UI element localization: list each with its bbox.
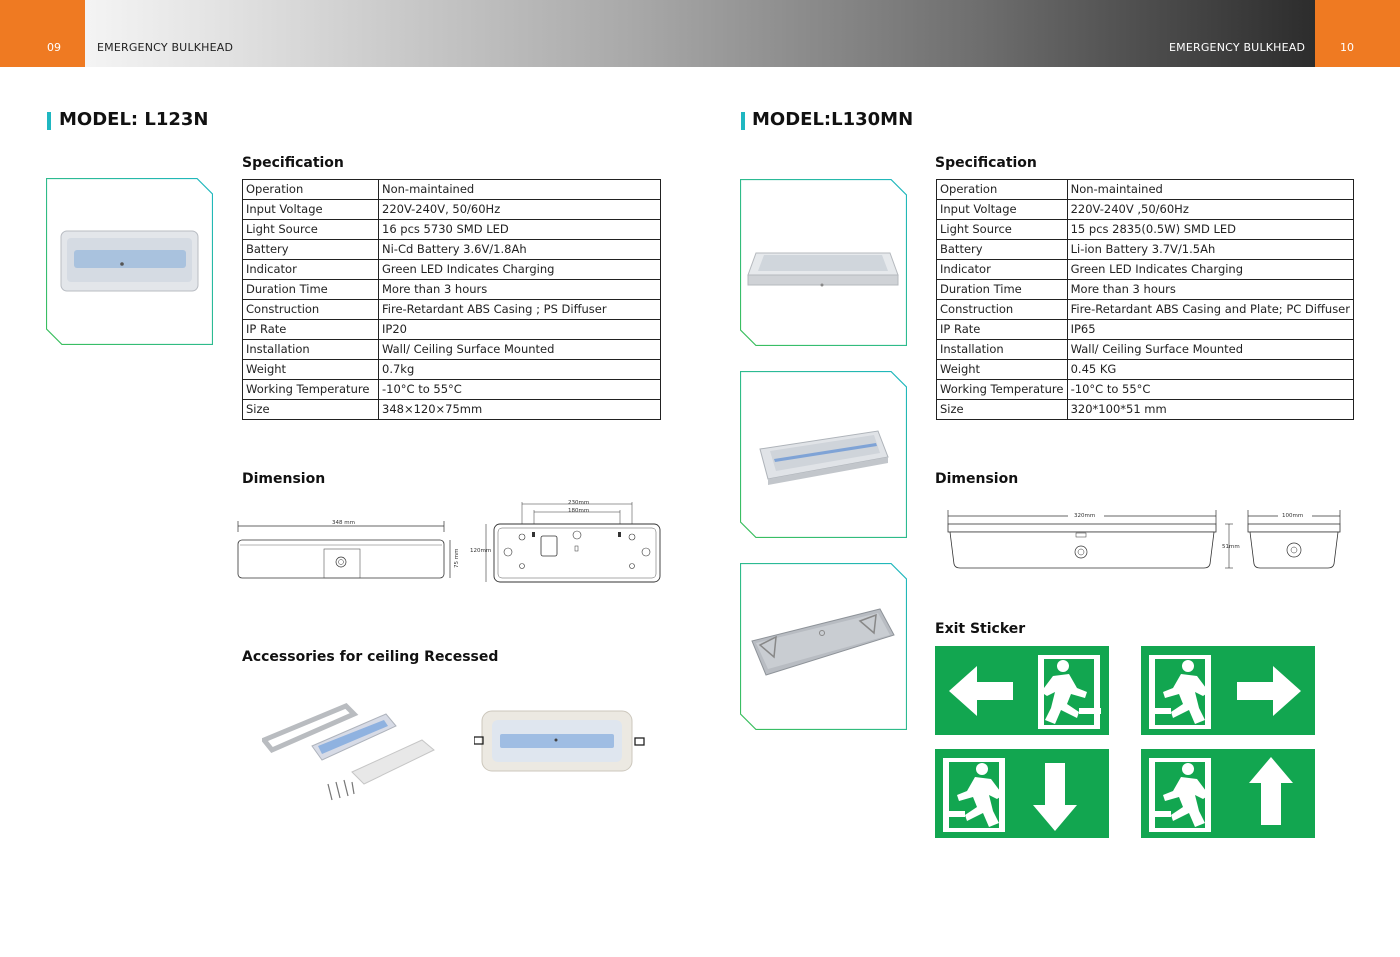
- exit-sticker-down: [935, 749, 1109, 838]
- exit-sticker-heading: Exit Sticker: [935, 621, 1026, 637]
- spec-row: [937, 320, 1354, 340]
- spec-label: Input Voltage: [243, 200, 379, 220]
- spec-label: Installation: [937, 340, 1068, 360]
- spec-value: Green LED Indicates Charging: [379, 260, 661, 280]
- spec-value: -10°C to 55°C: [1067, 380, 1353, 400]
- spec-row: [243, 240, 661, 260]
- spec-label: Size: [937, 400, 1068, 420]
- spec-label: Battery: [937, 240, 1068, 260]
- spec-label: Battery: [243, 240, 379, 260]
- left-product-photo: [46, 178, 213, 345]
- spec-row: [243, 220, 661, 240]
- spec-value: 320*100*51 mm: [1067, 400, 1353, 420]
- spec-value: 220V-240V ,50/60Hz: [1067, 200, 1353, 220]
- page-header-band: [0, 0, 1400, 67]
- spec-value: Wall/ Ceiling Surface Mounted: [1067, 340, 1353, 360]
- spec-row: [937, 380, 1354, 400]
- spec-value: Li-ion Battery 3.7V/1.5Ah: [1067, 240, 1353, 260]
- spec-row: [937, 280, 1354, 300]
- right-dimension-heading: Dimension: [935, 471, 1019, 487]
- spec-label: Light Source: [243, 220, 379, 240]
- spec-label: Weight: [937, 360, 1068, 380]
- spec-label: Size: [243, 400, 379, 420]
- spec-label: Duration Time: [243, 280, 379, 300]
- left-spec-heading: Specification: [242, 155, 344, 171]
- spec-row: [937, 260, 1354, 280]
- right-height-label: 51mm: [1222, 544, 1240, 550]
- spec-label: IP Rate: [937, 320, 1068, 340]
- left-model-title: MODEL: L123N: [59, 109, 209, 130]
- accessories-assembled-view: [474, 708, 646, 774]
- spec-row: [243, 380, 661, 400]
- spec-row: [937, 340, 1354, 360]
- spec-value: Wall/ Ceiling Surface Mounted: [379, 340, 661, 360]
- spec-value: IP20: [379, 320, 661, 340]
- right-side-view-drawing: [946, 506, 1246, 574]
- left-span2-label: 180mm: [568, 508, 590, 514]
- spec-value: More than 3 hours: [379, 280, 661, 300]
- right-width-label: 100mm: [1282, 513, 1304, 519]
- spec-label: IP Rate: [243, 320, 379, 340]
- spec-label: Indicator: [937, 260, 1068, 280]
- left-span1-label: 230mm: [568, 500, 590, 506]
- spec-row: [243, 200, 661, 220]
- right-page-number-tab: [1315, 0, 1400, 67]
- spec-label: Duration Time: [937, 280, 1068, 300]
- spec-value: 348×120×75mm: [379, 400, 661, 420]
- spec-label: Working Temperature: [937, 380, 1068, 400]
- spec-value: More than 3 hours: [1067, 280, 1353, 300]
- left-back-view-drawing: [468, 500, 663, 586]
- spec-label: Construction: [243, 300, 379, 320]
- right-product-photo-front: [740, 179, 907, 346]
- spec-label: Installation: [243, 340, 379, 360]
- right-header-title: EMERGENCY BULKHEAD: [1169, 41, 1306, 54]
- spec-row: [243, 400, 661, 420]
- left-depth-label: 120mm: [470, 548, 492, 554]
- spec-row: [243, 360, 661, 380]
- spec-value: Fire-Retardant ABS Casing and Plate; PC Diffuser: [1067, 300, 1353, 320]
- exit-sticker-right: [1141, 646, 1315, 735]
- spec-value: Non-maintained: [1067, 180, 1353, 200]
- right-end-view-drawing: [1244, 506, 1346, 574]
- spec-value: 16 pcs 5730 SMD LED: [379, 220, 661, 240]
- right-spec-table: [936, 179, 1354, 420]
- spec-value: 0.7kg: [379, 360, 661, 380]
- spec-label: Light Source: [937, 220, 1068, 240]
- spec-row: [937, 180, 1354, 200]
- right-model-title: MODEL:L130MN: [752, 109, 914, 130]
- spec-value: Fire-Retardant ABS Casing ; PS Diffuser: [379, 300, 661, 320]
- left-page-number-tab: [0, 0, 85, 67]
- exit-sticker-up: [1141, 749, 1315, 838]
- spec-label: Weight: [243, 360, 379, 380]
- spec-row: [243, 180, 661, 200]
- left-dimension-heading: Dimension: [242, 471, 326, 487]
- spec-value: Green LED Indicates Charging: [1067, 260, 1353, 280]
- exit-sticker-left: [935, 646, 1109, 735]
- spec-row: [937, 200, 1354, 220]
- left-height-label: 75 mm: [454, 548, 460, 568]
- left-side-view-drawing: [236, 516, 462, 584]
- spec-value: 15 pcs 2835(0.5W) SMD LED: [1067, 220, 1353, 240]
- spec-label: Working Temperature: [243, 380, 379, 400]
- spec-value: IP65: [1067, 320, 1353, 340]
- spec-row: [243, 340, 661, 360]
- right-product-photo-back: [740, 563, 907, 730]
- spec-label: Input Voltage: [937, 200, 1068, 220]
- left-accessories-heading: Accessories for ceiling Recessed: [242, 649, 499, 665]
- spec-row: [937, 360, 1354, 380]
- spec-row: [937, 220, 1354, 240]
- left-spec-table: [242, 179, 661, 420]
- spec-row: [937, 240, 1354, 260]
- right-model-accent-bar: [741, 112, 745, 130]
- spec-row: [937, 400, 1354, 420]
- spec-row: [243, 280, 661, 300]
- right-page-number: 10: [1340, 41, 1354, 54]
- spec-label: Indicator: [243, 260, 379, 280]
- spec-label: Construction: [937, 300, 1068, 320]
- spec-value: Ni-Cd Battery 3.6V/1.8Ah: [379, 240, 661, 260]
- spec-row: [243, 260, 661, 280]
- right-spec-heading: Specification: [935, 155, 1037, 171]
- right-length-label: 320mm: [1074, 513, 1096, 519]
- spec-row: [243, 320, 661, 340]
- spec-value: 0.45 KG: [1067, 360, 1353, 380]
- spec-label: Operation: [937, 180, 1068, 200]
- spec-value: Non-maintained: [379, 180, 661, 200]
- right-product-photo-angle: [740, 371, 907, 538]
- left-length-label: 348 mm: [332, 520, 355, 526]
- spec-value: 220V-240V, 50/60Hz: [379, 200, 661, 220]
- accessories-exploded-view: [262, 700, 438, 806]
- left-page-number: 09: [47, 41, 61, 54]
- left-header-title: EMERGENCY BULKHEAD: [97, 41, 234, 54]
- spec-value: -10°C to 55°C: [379, 380, 661, 400]
- spec-label: Operation: [243, 180, 379, 200]
- left-model-accent-bar: [47, 112, 51, 130]
- spec-row: [243, 300, 661, 320]
- spec-row: [937, 300, 1354, 320]
